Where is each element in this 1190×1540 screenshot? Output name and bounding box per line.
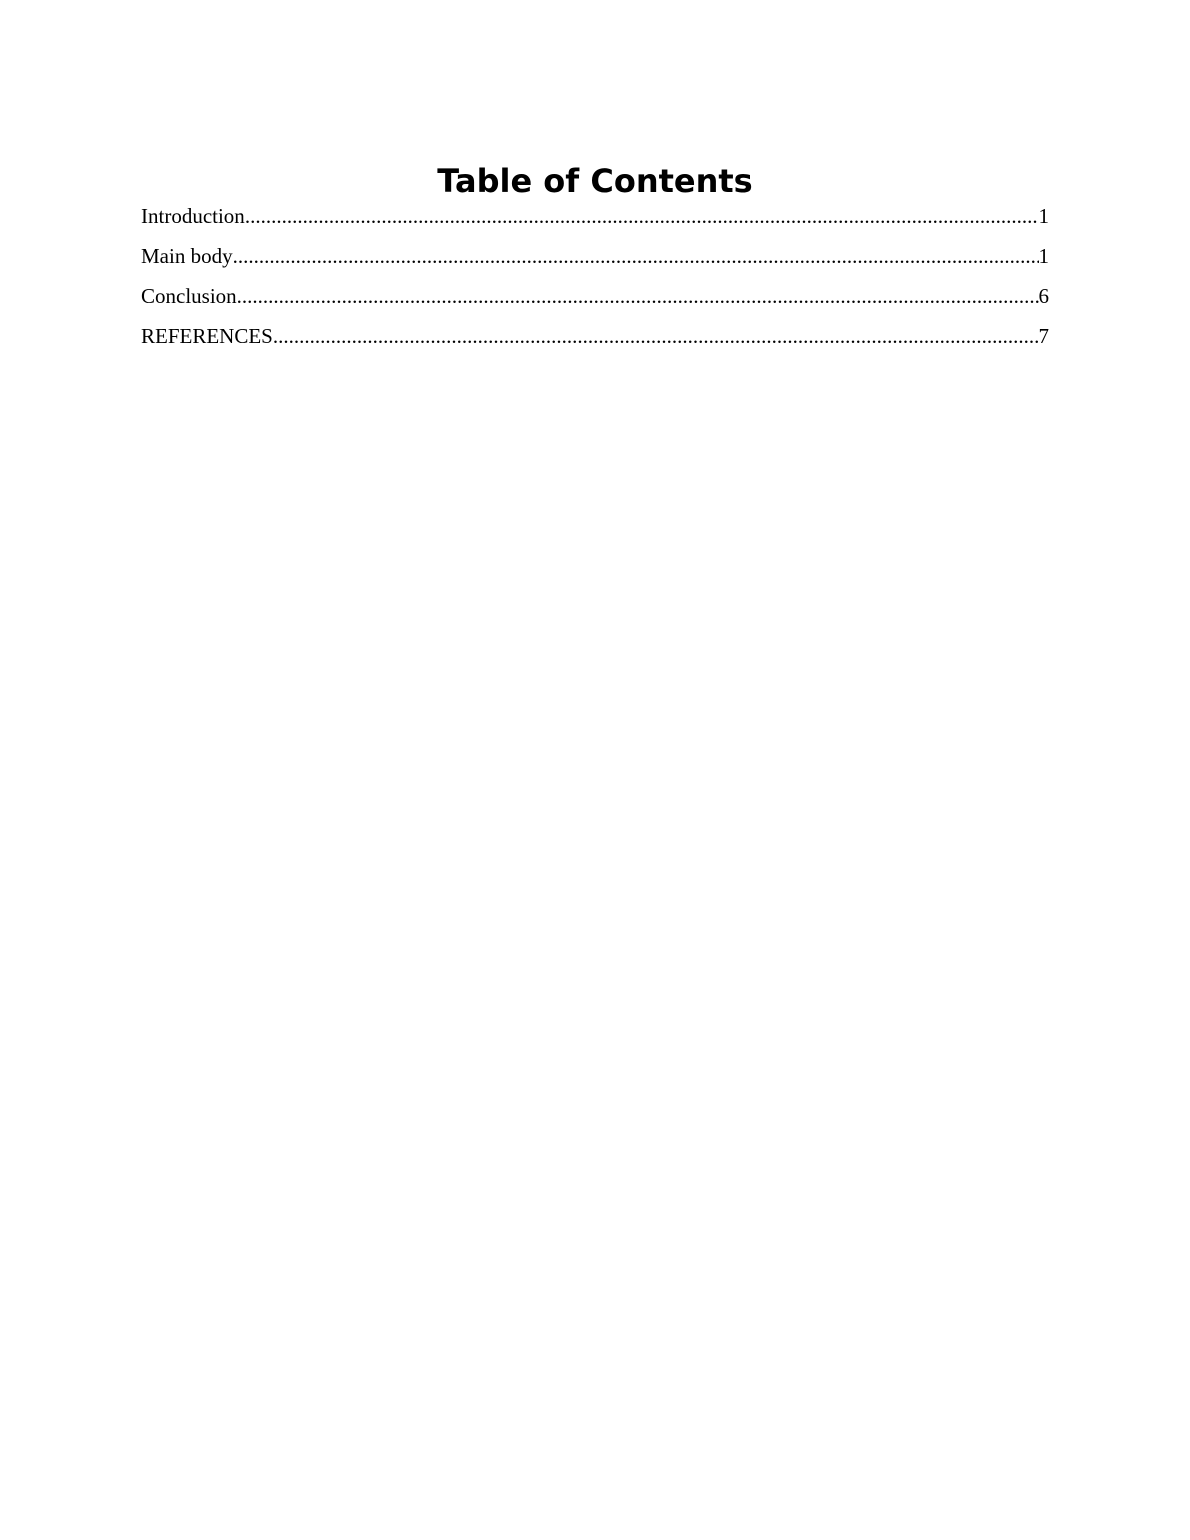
toc-entry-page: 1 xyxy=(1038,244,1049,268)
toc-dot-leader xyxy=(237,282,1039,310)
toc-dot-leader xyxy=(273,322,1039,350)
toc-entry-references[interactable] xyxy=(141,322,1049,362)
toc-title: Table of Contents xyxy=(437,162,753,200)
toc-entry-page: 6 xyxy=(1038,284,1049,308)
toc-entry-main-body[interactable] xyxy=(141,242,1049,282)
toc-dot-leader xyxy=(233,242,1039,270)
toc-entry-page: 1 xyxy=(1038,204,1049,228)
toc-entry-conclusion[interactable] xyxy=(141,282,1049,322)
toc-entry-label: Introduction xyxy=(141,204,245,228)
toc-entry-page: 7 xyxy=(1038,324,1049,348)
toc-entry-label: Main body xyxy=(141,244,233,268)
toc-dot-leader xyxy=(245,202,1039,230)
toc-entry-label: Conclusion xyxy=(141,284,237,308)
toc-entry-introduction[interactable] xyxy=(141,202,1049,242)
toc-list xyxy=(141,202,1049,362)
toc-entry-label: REFERENCES xyxy=(141,324,273,348)
